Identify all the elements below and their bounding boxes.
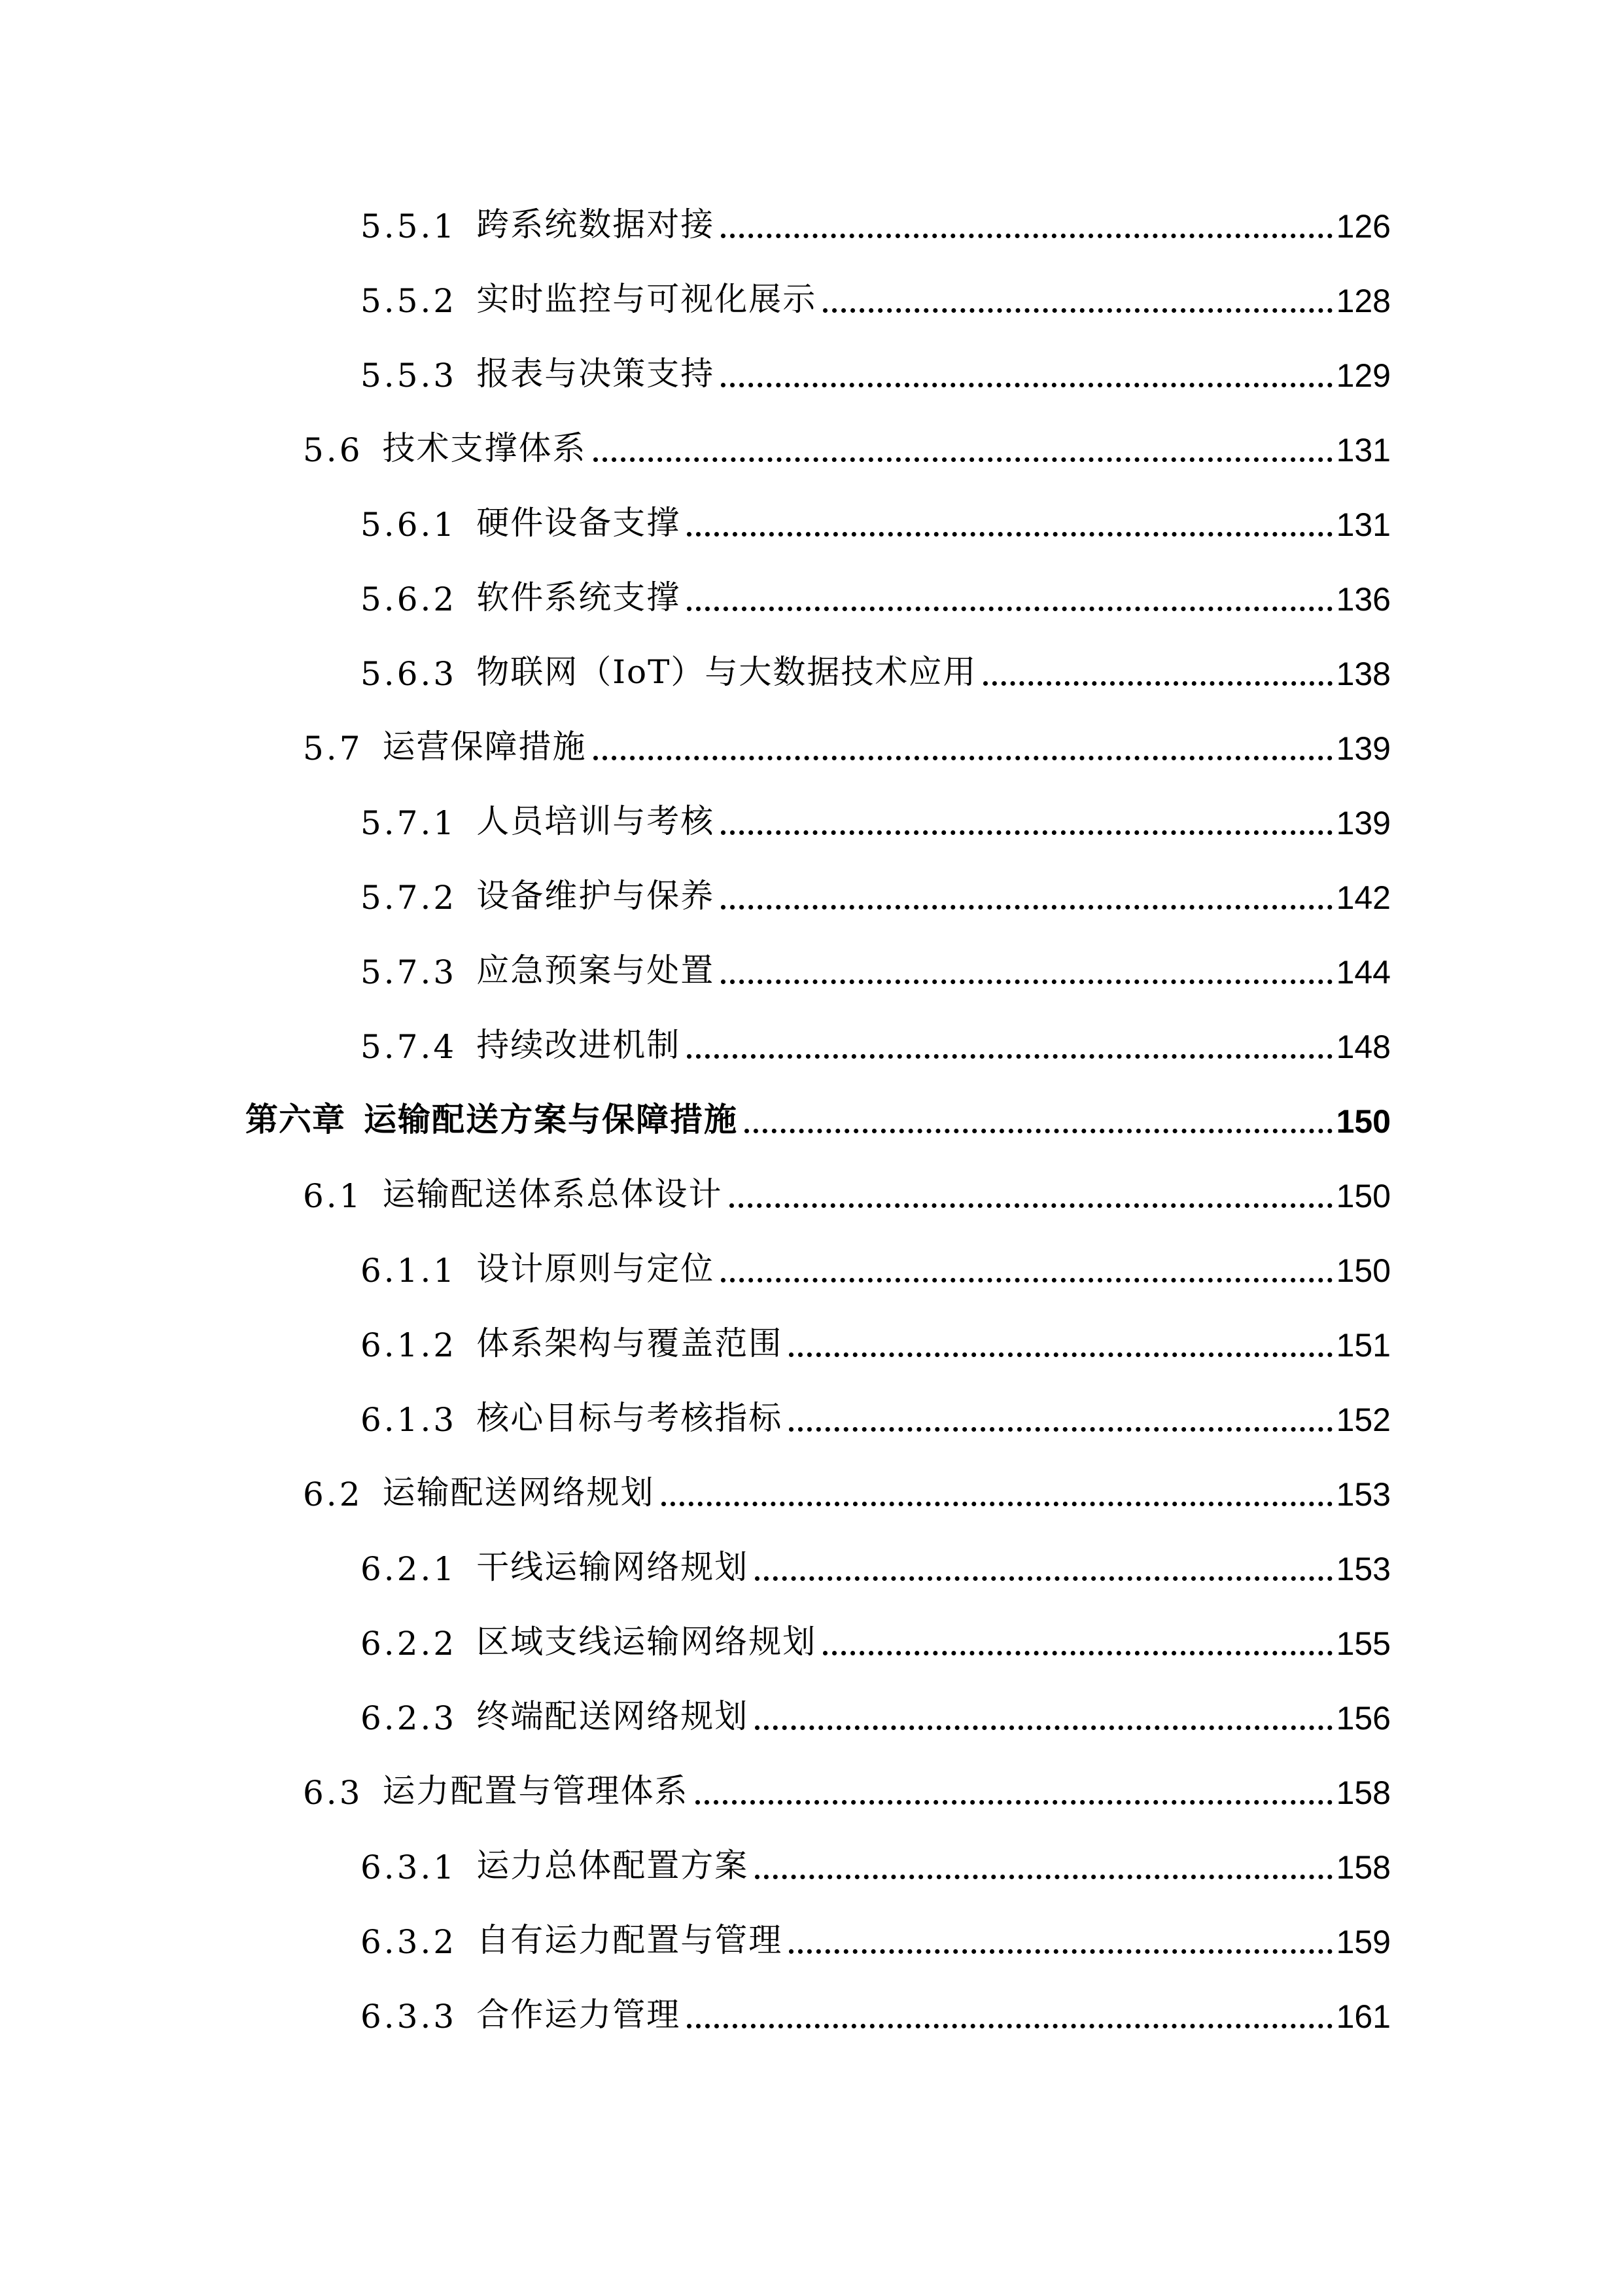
toc-entry-title: 运力配置与管理体系 bbox=[382, 1772, 689, 1810]
toc-entry-page: 155 bbox=[1336, 1625, 1391, 1662]
table-of-contents bbox=[0, 185, 1623, 2050]
toc-entry[interactable] bbox=[0, 707, 1623, 782]
dot-leader bbox=[721, 1278, 1332, 1282]
toc-entry-number: 6.2.2 bbox=[360, 1625, 457, 1663]
dot-leader bbox=[755, 1725, 1332, 1730]
toc-entry-page: 128 bbox=[1336, 283, 1391, 319]
toc-entry-title: 报表与决策支持 bbox=[476, 355, 715, 393]
toc-entry-title: 自有运力配置与管理 bbox=[476, 1921, 783, 1959]
toc-entry-page: 126 bbox=[1336, 208, 1391, 245]
toc-entry[interactable] bbox=[0, 185, 1623, 260]
toc-entry[interactable] bbox=[0, 1155, 1623, 1229]
dot-leader bbox=[721, 383, 1332, 387]
toc-entry[interactable] bbox=[0, 484, 1623, 558]
toc-entry-page: 158 bbox=[1336, 1775, 1391, 1811]
toc-entry-number: 6.3.2 bbox=[360, 1923, 457, 1961]
toc-entry-page: 152 bbox=[1336, 1402, 1391, 1438]
toc-entry-number: 5.7.4 bbox=[360, 1028, 457, 1066]
toc-entry-title: 运输配送方案与保障措施 bbox=[364, 1100, 738, 1139]
toc-entry-title: 持续改进机制 bbox=[476, 1026, 681, 1064]
toc-entry-number: 6.2.1 bbox=[360, 1550, 457, 1588]
dot-leader bbox=[983, 681, 1332, 686]
toc-entry-number: 5.5.1 bbox=[360, 207, 457, 245]
toc-entry[interactable] bbox=[0, 260, 1623, 334]
toc-entry-page: 131 bbox=[1336, 506, 1391, 543]
dot-leader bbox=[729, 1203, 1333, 1208]
toc-entry-number: 6.1 bbox=[303, 1177, 363, 1215]
toc-entry-page: 131 bbox=[1336, 432, 1391, 468]
dot-leader bbox=[744, 1129, 1333, 1133]
toc-entry-title: 干线运输网络规划 bbox=[476, 1548, 749, 1586]
toc-entry[interactable] bbox=[0, 1602, 1623, 1677]
toc-entry[interactable] bbox=[0, 334, 1623, 409]
toc-entry-title: 核心目标与考核指标 bbox=[476, 1399, 783, 1437]
toc-entry-title: 人员培训与考核 bbox=[476, 802, 715, 840]
toc-entry-number: 5.6.1 bbox=[360, 506, 457, 544]
toc-entry-page: 150 bbox=[1336, 1252, 1391, 1289]
toc-entry-number: 5.6.2 bbox=[360, 580, 457, 618]
dot-leader bbox=[661, 1502, 1333, 1506]
toc-entry-page: 148 bbox=[1336, 1029, 1391, 1065]
dot-leader bbox=[721, 234, 1332, 238]
toc-entry-page: 139 bbox=[1336, 730, 1391, 767]
toc-entry[interactable] bbox=[0, 409, 1623, 484]
toc-entry-title: 运输配送网络规划 bbox=[382, 1474, 655, 1511]
toc-entry[interactable] bbox=[0, 1752, 1623, 1826]
toc-entry-number: 6.1.3 bbox=[360, 1401, 457, 1439]
toc-entry-number: 6.3.3 bbox=[360, 1998, 457, 2036]
dot-leader bbox=[755, 1875, 1332, 1879]
toc-entry-title: 体系架构与覆盖范围 bbox=[476, 1324, 783, 1362]
toc-entry-title: 硬件设备支撑 bbox=[476, 504, 681, 542]
toc-entry[interactable] bbox=[0, 1304, 1623, 1379]
toc-entry-title: 运营保障措施 bbox=[382, 728, 587, 766]
dot-leader bbox=[687, 607, 1332, 611]
toc-entry-title: 技术支撑体系 bbox=[382, 429, 587, 467]
toc-entry[interactable] bbox=[0, 1379, 1623, 1453]
toc-entry-page: 144 bbox=[1336, 954, 1391, 991]
toc-entry-page: 150 bbox=[1336, 1178, 1391, 1214]
dot-leader bbox=[721, 830, 1332, 835]
toc-entry-page: 151 bbox=[1336, 1327, 1391, 1364]
toc-entry-number: 6.1.2 bbox=[360, 1326, 457, 1364]
toc-entry-title: 实时监控与可视化展示 bbox=[476, 280, 817, 318]
toc-entry-number: 5.6.3 bbox=[360, 655, 457, 693]
dot-leader bbox=[593, 756, 1333, 760]
toc-entry[interactable] bbox=[0, 558, 1623, 633]
dot-leader bbox=[789, 1427, 1332, 1432]
toc-entry-title: 区域支线运输网络规划 bbox=[476, 1623, 817, 1661]
toc-entry-page: 129 bbox=[1336, 357, 1391, 394]
dot-leader bbox=[687, 1054, 1332, 1059]
dot-leader bbox=[593, 457, 1333, 462]
toc-chapter-entry[interactable] bbox=[0, 1080, 1623, 1155]
dot-leader bbox=[755, 1576, 1332, 1581]
toc-entry-number: 5.6 bbox=[303, 431, 363, 469]
toc-entry-title: 运力总体配置方案 bbox=[476, 1846, 749, 1884]
toc-entry[interactable] bbox=[0, 931, 1623, 1006]
toc-entry-page: 150 bbox=[1336, 1103, 1391, 1140]
toc-entry-page: 138 bbox=[1336, 656, 1391, 692]
dot-leader bbox=[695, 1800, 1333, 1805]
dot-leader bbox=[823, 1651, 1332, 1655]
toc-entry-title: 终端配送网络规划 bbox=[476, 1697, 749, 1735]
dot-leader bbox=[721, 905, 1332, 910]
toc-entry-title: 软件系统支撑 bbox=[476, 578, 681, 616]
toc-entry-number: 6.2 bbox=[303, 1475, 363, 1513]
toc-entry-number: 第六章 bbox=[245, 1100, 345, 1139]
toc-entry-number: 5.5.3 bbox=[360, 357, 457, 395]
dot-leader bbox=[789, 1949, 1332, 1954]
toc-entry-page: 153 bbox=[1336, 1476, 1391, 1513]
toc-entry-number: 5.7.1 bbox=[360, 804, 457, 842]
toc-entry-number: 5.7.3 bbox=[360, 953, 457, 991]
toc-entry-page: 136 bbox=[1336, 581, 1391, 618]
dot-leader bbox=[687, 2024, 1332, 2028]
toc-entry-page: 139 bbox=[1336, 805, 1391, 841]
dot-leader bbox=[687, 532, 1332, 537]
toc-entry-number: 5.7 bbox=[303, 730, 363, 768]
toc-entry[interactable] bbox=[0, 1453, 1623, 1528]
toc-entry-number: 5.5.2 bbox=[360, 282, 457, 320]
toc-entry[interactable] bbox=[0, 1826, 1623, 1901]
toc-entry[interactable] bbox=[0, 1006, 1623, 1080]
toc-entry-page: 156 bbox=[1336, 1700, 1391, 1737]
toc-entry-page: 158 bbox=[1336, 1849, 1391, 1886]
dot-leader bbox=[789, 1352, 1332, 1357]
toc-entry[interactable] bbox=[0, 633, 1623, 707]
toc-entry-title: 运输配送体系总体设计 bbox=[382, 1175, 723, 1213]
toc-entry[interactable] bbox=[0, 1901, 1623, 1975]
toc-entry-page: 142 bbox=[1336, 879, 1391, 916]
toc-entry-title: 设备维护与保养 bbox=[476, 877, 715, 915]
toc-entry-title: 应急预案与处置 bbox=[476, 951, 715, 989]
toc-entry-page: 159 bbox=[1336, 1924, 1391, 1960]
toc-entry-title: 物联网（IoT）与大数据技术应用 bbox=[476, 653, 977, 691]
toc-entry[interactable] bbox=[0, 857, 1623, 931]
toc-entry-title: 合作运力管理 bbox=[476, 1996, 681, 2034]
toc-entry[interactable] bbox=[0, 782, 1623, 857]
toc-entry[interactable] bbox=[0, 1677, 1623, 1752]
toc-entry[interactable] bbox=[0, 1229, 1623, 1304]
toc-entry-title: 跨系统数据对接 bbox=[476, 205, 715, 243]
toc-entry-number: 5.7.2 bbox=[360, 879, 457, 917]
toc-entry-title: 设计原则与定位 bbox=[476, 1250, 715, 1288]
toc-entry-page: 161 bbox=[1336, 1998, 1391, 2035]
dot-leader bbox=[721, 980, 1332, 984]
toc-entry-number: 6.3 bbox=[303, 1774, 363, 1812]
toc-entry-number: 6.2.3 bbox=[360, 1699, 457, 1737]
dot-leader bbox=[823, 308, 1332, 313]
toc-entry-page: 153 bbox=[1336, 1551, 1391, 1587]
toc-entry[interactable] bbox=[0, 1528, 1623, 1602]
toc-entry-number: 6.3.1 bbox=[360, 1848, 457, 1886]
toc-entry-number: 6.1.1 bbox=[360, 1252, 457, 1290]
toc-entry[interactable] bbox=[0, 1975, 1623, 2050]
